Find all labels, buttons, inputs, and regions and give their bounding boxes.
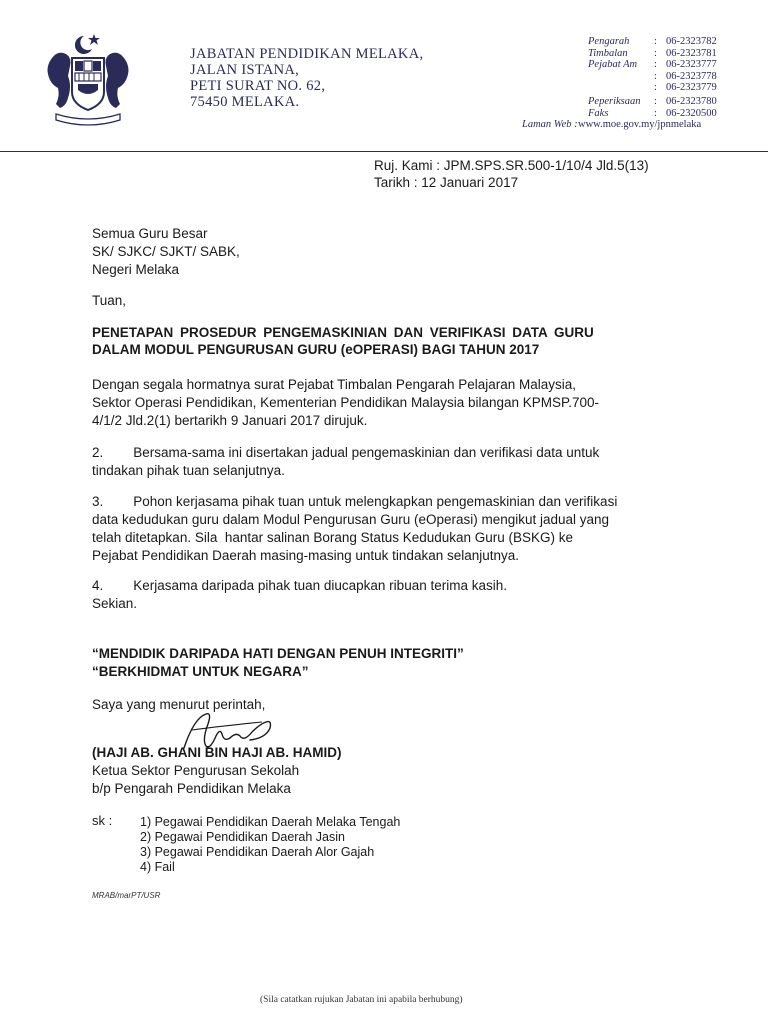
cc-item: 4) Fail [140,860,175,874]
paragraph-4: 4. Kerjasama daripada pihak tuan diucapkan ribuan terima kasih. [92,578,507,593]
sign-intro: Saya yang menurut perintah, [92,697,266,712]
paragraph-line: Pejabat Pendidikan Daerah masing-masing untuk tindakan selanjutnya. [92,548,520,563]
signatory-name: (HAJI AB. GHANI BIN HAJI AB. HAMID) [92,745,342,760]
contact-separator: : [654,96,657,107]
org-line: JALAN ISTANA, [190,62,300,78]
paragraph-line: Dengan segala hormatnya surat Pejabat Timbalan Pengarah Pelajaran Malaysia, [92,377,577,392]
signatory-title: Ketua Sektor Pengurusan Sekolah [92,763,300,778]
contact-separator: : [654,36,657,47]
organization-address [190,46,423,110]
paragraph-line: telah ditetapkan. Sila hantar salinan Borang Status Kedudukan Guru (BSKG) ke [92,530,574,545]
motto-line: “BERKHIDMAT UNTUK NEGARA” [92,664,309,679]
paragraph-line: tindakan pihak tuan selanjutnya. [92,463,285,478]
cc-item: 1) Pegawai Pendidikan Daerah Melaka Tengah [140,815,401,829]
subject-line: PENETAPAN PROSEDUR PENGEMASKINIAN DAN VERIFIKASI DATA GURU [92,325,594,340]
contact-separator: : [654,70,657,82]
paragraph-2 [92,445,599,481]
recipient-line: Negeri Melaka [92,262,180,277]
contact-separator: : [654,59,657,70]
recipient-block [92,226,240,280]
contact-label: Timbalan [588,47,628,59]
cc-list [140,814,400,874]
website-label: Laman Web : [522,119,578,130]
paragraph-line: 4/1/2 Jld.2(1) bertarikh 9 Januari 2017 dirujuk. [92,413,368,428]
signatory-on-behalf: b/p Pengarah Pendidikan Melaka [92,781,291,796]
cc-label: sk : [92,813,113,828]
motto-block [92,646,464,682]
recipient-line: SK/ SJKC/ SJKT/ SABK, [92,244,240,259]
contact-label: Peperiksaan [588,96,641,107]
paragraph-3 [92,494,617,566]
paragraph-line: 3. Pohon kerjasama pihak tuan untuk melengkapkan pengemaskinian dan verifikasi [92,494,618,509]
salutation: Tuan, [92,293,127,308]
header-divider [0,151,768,152]
paragraph-line: 2. Bersama-sama ini disertakan jadual pengemaskinian dan verifikasi data untuk [92,445,600,460]
contact-separator: : [654,47,657,59]
motto-line: “MENDIDIK DARIPADA HATI DENGAN PENUH INTEGRITI” [92,646,464,661]
cc-item: 3) Pegawai Pendidikan Daerah Alor Gajah [140,845,375,859]
contact-label: Pejabat Am [588,59,638,70]
subject-heading [92,325,594,359]
contact-number: 06-2320500 [666,107,717,119]
contact-separator: : [654,107,657,119]
subject-line: DALAM MODUL PENGURUSAN GURU (eOPERASI) BAGI TAHUN 2017 [92,342,540,357]
file-reference: MRAB/marPT/USR [92,891,161,900]
letter-date: Tarikh : 12 Januari 2017 [374,175,519,190]
contact-label: Pengarah [588,36,630,47]
contact-number: 06-2323780 [666,96,717,107]
coat-of-arms-crest [42,28,134,128]
paragraph-1 [92,377,599,431]
contact-number: 06-2323777 [666,59,717,70]
contact-separator: : [654,82,657,93]
contact-number: 06-2323779 [666,82,717,93]
contact-number: 06-2323778 [666,70,717,82]
paragraph-line: data kedudukan guru dalam Modul Pengurusan Guru (eOperasi) mengikut jadual yang [92,512,610,527]
footer-note: (Sila catatkan rujukan Jabatan ini apabila berhubung) [260,995,463,1005]
paragraph-line: Sektor Operasi Pendidikan, Kementerian Pendidikan Malaysia bilangan KPMSP.700- [92,395,600,410]
org-line: 75450 MELAKA. [190,94,300,110]
org-line: JABATAN PENDIDIKAN MELAKA, [190,46,424,62]
cc-item: 2) Pegawai Pendidikan Daerah Jasin [140,830,345,844]
contact-number: 06-2323781 [666,47,717,59]
closing-word: Sekian. [92,596,138,611]
contact-label: Faks [588,107,609,119]
reference-number: Ruj. Kami : JPM.SPS.SR.500-1/10/4 Jld.5(13) [374,158,649,173]
org-line: PETI SURAT NO. 62, [190,78,326,94]
recipient-line: Semua Guru Besar [92,226,208,241]
contact-number: 06-2323782 [666,36,717,47]
website-link[interactable]: www.moe.gov.my/jpnmelaka [578,119,702,130]
